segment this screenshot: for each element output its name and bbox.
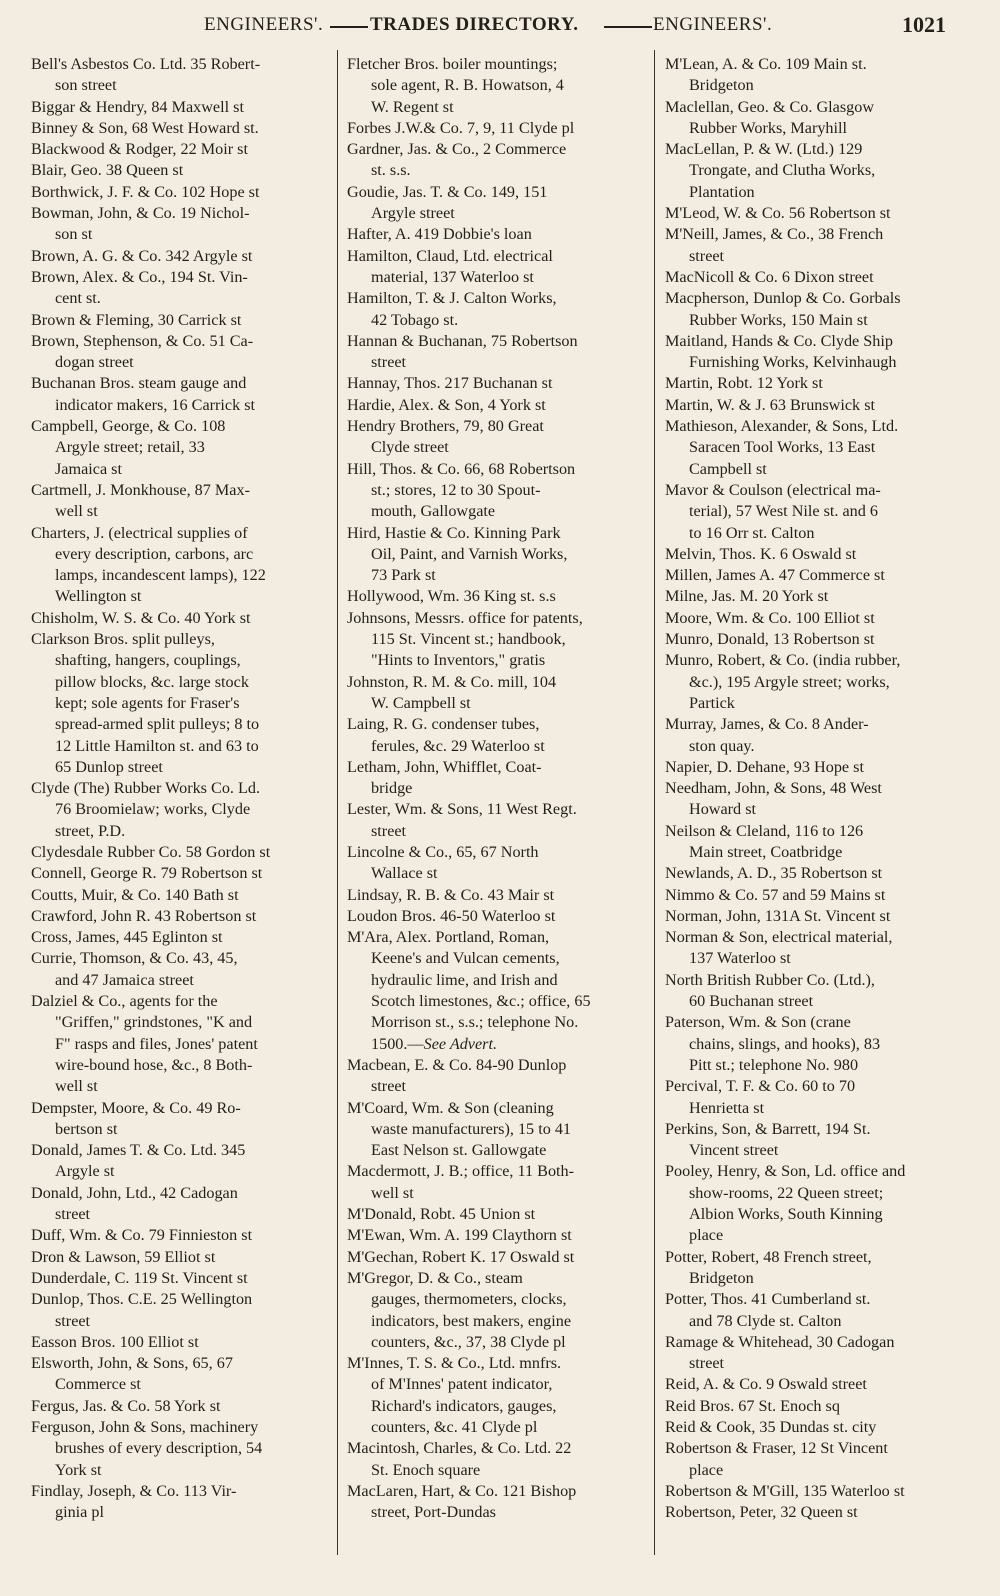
directory-entry: Donald, James T. & Co. Ltd. 345 Argyle st [31, 1141, 246, 1181]
directory-entry: Hendry Brothers, 79, 80 Great Clyde street [347, 417, 544, 457]
directory-entry: Dalziel & Co., agents for the "Griffen," grindstones, "K and F" rasps and files, Jones' patent wire-bound hose, &c., 8 Both- well st [31, 992, 258, 1096]
header-right: ENGINEERS'. [653, 14, 773, 35]
directory-entry: Lincolne & Co., 65, 67 North Wallace st [347, 842, 539, 883]
directory-entry: Donald, John, Ltd., 42 Cadogan street [31, 1183, 238, 1224]
directory-entry: Crawford, John R. 43 Robertson st [31, 906, 257, 925]
directory-entry: M'Coard, Wm. & Son (cleaning waste manufacturers), 15 to 41 East Nelson st. Gallowgate [347, 1098, 572, 1160]
directory-entry: Gardner, Jas. & Co., 2 Commerce st. s.s. [347, 140, 567, 180]
directory-entry: Hannan & Buchanan, 75 Robertson street [347, 331, 578, 372]
directory-entry: Bowman, John, & Co. 19 Nichol- son st [31, 204, 250, 244]
directory-entry: Dron & Lawson, 59 Elliot st [31, 1247, 216, 1266]
directory-entry: Moore, Wm. & Co. 100 Elliot st [665, 608, 875, 627]
directory-entry: Martin, Robt. 12 York st [665, 374, 823, 393]
directory-entry: Norman, John, 131A St. Vincent st [665, 906, 891, 925]
directory-entry: Milne, Jas. M. 20 York st [665, 587, 829, 606]
directory-entry: M'Gregor, D. & Co., steam gauges, thermometers, clocks, indicators, best makers, engine counters, &c., 37, 38 Clyde pl [347, 1268, 572, 1351]
directory-entry: Goudie, Jas. T. & Co. 149, 151 Argyle street [347, 182, 548, 223]
directory-entry: Elsworth, John, & Sons, 65, 67 Commerce st [31, 1354, 233, 1394]
directory-entry: Lester, Wm. & Sons, 11 West Regt. street [347, 800, 577, 840]
directory-entry: Martin, W. & J. 63 Brunswick st [665, 395, 875, 414]
directory-entry: Letham, John, Whifflet, Coat- bridge [347, 757, 542, 798]
directory-entry: Lindsay, R. B. & Co. 43 Mair st [347, 885, 555, 904]
directory-entry: Currie, Thomson, & Co. 43, 45, and 47 Jamaica street [31, 949, 238, 989]
directory-entry: M'Lean, A. & Co. 109 Main st. Bridgeton [665, 55, 867, 95]
directory-entry: Percival, T. F. & Co. 60 to 70 Henrietta st [665, 1077, 856, 1117]
directory-entry: M'Ara, Alex. Portland, Roman, Keene's and Vulcan cements, hydraulic lime, and Irish and Scotch limestones, &c.; office, 65 Morrison st., s.s.; telephone No. 1500.—See Advert. [347, 928, 591, 1053]
column-divider [654, 50, 655, 1555]
directory-entry: Charters, J. (electrical supplies of every description, carbons, arc lamps, incandescent lamps), 122 Wellington st [31, 523, 266, 606]
directory-entry: Reid & Cook, 35 Dundas st. city [665, 1418, 877, 1436]
column-divider [337, 50, 338, 1555]
directory-entry: Mavor & Coulson (electrical ma- terial), 57 West Nile st. and 6 to 16 Orr st. Calton [665, 480, 881, 542]
directory-entry: Robertson & Fraser, 12 St Vincent place [665, 1439, 888, 1479]
directory-entry: Newlands, A. D., 35 Robertson st [665, 864, 883, 883]
directory-entry: Hamilton, T. & J. Calton Works, 42 Tobago st. [347, 289, 557, 329]
directory-entry: Munro, Donald, 13 Robertson st [665, 630, 875, 649]
directory-entry: Hird, Hastie & Co. Kinning Park Oil, Paint, and Varnish Works, 73 Park st [347, 523, 568, 585]
directory-entry: Ferguson, John & Sons, machinery brushes of every description, 54 York st [31, 1418, 263, 1479]
directory-entry: M'Gechan, Robert K. 17 Oswald st [347, 1247, 575, 1266]
directory-entry: Blackwood & Rodger, 22 Moir st [31, 140, 248, 159]
directory-entry: Clarkson Bros. split pulleys, shafting, hangers, couplings, pillow blocks, &c. large stock kept; sole agents for Fraser's spread-armed split pulleys; 8 to 12 Little Hamilton st. and 63 to 65 Dunlop street [31, 630, 260, 776]
directory-entry: Dunderdale, C. 119 St. Vincent st [31, 1268, 248, 1287]
directory-entry: Easson Bros. 100 Elliot st [31, 1332, 199, 1351]
directory-entry: Dunlop, Thos. C.E. 25 Wellington street [31, 1290, 253, 1330]
directory-entry: Macintosh, Charles, & Co. Ltd. 22 St. Enoch square [347, 1439, 572, 1479]
directory-entry: Fletcher Bros. boiler mountings; sole agent, R. B. Howatson, 4 W. Regent st [347, 55, 564, 116]
directory-entry: Hafter, A. 419 Dobbie's loan [347, 225, 532, 244]
directory-entry: M'Donald, Robt. 45 Union st [347, 1205, 536, 1224]
directory-entry: Perkins, Son, & Barrett, 194 St. Vincent street [665, 1119, 871, 1160]
directory-entry: Robertson & M'Gill, 135 Waterloo st [665, 1481, 905, 1500]
header-left: ENGINEERS'. [204, 14, 324, 35]
directory-entry: M'Innes, T. S. & Co., Ltd. mnfrs. of M'Innes' patent indicator, Richard's indicators, gauges, counters, &c. 41 Clyde pl [347, 1354, 562, 1436]
directory-entry: Brown, A. G. & Co. 342 Argyle st [31, 246, 253, 265]
directory-entry: Cartmell, J. Monkhouse, 87 Max- well st [31, 480, 250, 521]
directory-entry: Macbean, E. & Co. 84-90 Dunlop street [347, 1055, 567, 1096]
directory-entry: Norman & Son, electrical material, 137 Waterloo st [665, 928, 893, 968]
directory-entry: MacLaren, Hart, & Co. 121 Bishop street, Port-Dundas [347, 1481, 577, 1522]
directory-entry: Hamilton, Claud, Ltd. electrical material, 137 Waterloo st [347, 246, 553, 286]
directory-entry: Duff, Wm. & Co. 79 Finnieston st [31, 1226, 253, 1245]
directory-entry: Johnsons, Messrs. office for patents, 115 St. Vincent st.; handbook, "Hints to Inventors," gratis [347, 608, 583, 670]
directory-entry: Findlay, Joseph, & Co. 113 Vir- ginia pl [31, 1481, 237, 1522]
directory-entry: M'Leod, W. & Co. 56 Robertson st [665, 204, 891, 223]
directory-entry: Chisholm, W. S. & Co. 40 York st [31, 608, 251, 627]
header-dash-left [330, 26, 368, 28]
directory-entry: Coutts, Muir, & Co. 140 Bath st [31, 885, 239, 904]
directory-entry: Brown, Alex. & Co., 194 St. Vin- cent st. [31, 267, 248, 308]
directory-entry: Dempster, Moore, & Co. 49 Ro- bertson st [31, 1098, 241, 1138]
directory-entry: Ramage & Whitehead, 30 Cadogan street [665, 1332, 895, 1373]
directory-entry: Clyde (The) Rubber Works Co. Ld. 76 Broomielaw; works, Clyde street, P.D. [31, 779, 261, 840]
directory-entry: Neilson & Cleland, 116 to 126 Main street, Coatbridge [665, 821, 864, 861]
directory-entry: Buchanan Bros. steam gauge and indicator makers, 16 Carrick st [31, 374, 256, 414]
directory-entry: Borthwick, J. F. & Co. 102 Hope st [31, 182, 260, 201]
directory-entry: Munro, Robert, & Co. (india rubber, &c.), 195 Argyle street; works, Partick [665, 651, 901, 712]
directory-entry: Hollywood, Wm. 36 King st. s.s [347, 587, 556, 606]
page-number: 1021 [902, 12, 946, 37]
directory-entry: Loudon Bros. 46-50 Waterloo st [347, 906, 556, 925]
directory-entry: Laing, R. G. condenser tubes, ferules, &c. 29 Waterloo st [347, 715, 545, 755]
directory-entry: Maitland, Hands & Co. Clyde Ship Furnishing Works, Kelvinhaugh [665, 331, 897, 372]
directory-entry: Hannay, Thos. 217 Buchanan st [347, 374, 553, 393]
header-title: TRADES DIRECTORY. [370, 14, 579, 35]
directory-column-1 [31, 54, 329, 1523]
directory-entry: Millen, James A. 47 Commerce st [665, 566, 885, 585]
directory-entry: Needham, John, & Sons, 48 West Howard st [665, 779, 882, 819]
directory-entry: M'Neill, James, & Co., 38 French street [665, 225, 884, 265]
directory-entry: Brown, Stephenson, & Co. 51 Ca- dogan street [31, 331, 254, 372]
directory-entry: Forbes J.W.& Co. 7, 9, 11 Clyde pl [347, 118, 575, 137]
directory-entry: Reid Bros. 67 St. Enoch sq [665, 1396, 840, 1415]
directory-entry: Hill, Thos. & Co. 66, 68 Robertson st.; stores, 12 to 30 Spout- mouth, Gallowgate [347, 459, 576, 521]
directory-entry: Hardie, Alex. & Son, 4 York st [347, 395, 546, 414]
directory-entry: Napier, D. Dehane, 93 Hope st [665, 757, 864, 776]
directory-entry: Nimmo & Co. 57 and 59 Mains st [665, 885, 886, 904]
directory-entry: MacNicoll & Co. 6 Dixon street [665, 267, 874, 286]
directory-entry: Melvin, Thos. K. 6 Oswald st [665, 544, 857, 563]
page-header [0, 14, 1000, 44]
directory-entry: Paterson, Wm. & Son (crane chains, slings, and hooks), 83 Pitt st.; telephone No. 980 [665, 1013, 881, 1074]
directory-entry: Pooley, Henry, & Son, Ld. office and show-rooms, 22 Queen street; Albion Works, South Kinning place [665, 1162, 906, 1245]
directory-entry: Cross, James, 445 Eglinton st [31, 928, 223, 947]
directory-entry: Biggar & Hendry, 84 Maxwell st [31, 97, 244, 116]
directory-column-3 [665, 54, 960, 1523]
directory-entry: Brown & Fleming, 30 Carrick st [31, 310, 242, 329]
directory-entry: Fergus, Jas. & Co. 58 York st [31, 1396, 221, 1415]
directory-entry: MacLellan, P. & W. (Ltd.) 129 Trongate, and Clutha Works, Plantation [665, 140, 876, 201]
header-dash-right [604, 26, 652, 28]
directory-entry: Macdermott, J. B.; office, 11 Both- well st [347, 1162, 575, 1202]
directory-entry: Johnston, R. M. & Co. mill, 104 W. Campbell st [347, 672, 557, 712]
directory-entry: Campbell, George, & Co. 108 Argyle street; retail, 33 Jamaica st [31, 417, 226, 478]
advert-reference: See Advert. [423, 1034, 498, 1053]
directory-entry: Maclellan, Geo. & Co. Glasgow Rubber Works, Maryhill [665, 97, 875, 137]
directory-entry: Bell's Asbestos Co. Ltd. 35 Robert- son street [31, 55, 261, 95]
directory-column-2 [347, 54, 645, 1523]
directory-entry: Murray, James, & Co. 8 Ander- ston quay. [665, 715, 869, 755]
directory-entry: Connell, George R. 79 Robertson st [31, 864, 263, 883]
directory-entry: Clydesdale Rubber Co. 58 Gordon st [31, 842, 271, 861]
directory-entry: Reid, A. & Co. 9 Oswald street [665, 1375, 867, 1394]
directory-entry: North British Rubber Co. (Ltd.), 60 Buchanan street [665, 970, 875, 1011]
directory-entry: Potter, Thos. 41 Cumberland st. and 78 Clyde st. Calton [665, 1290, 871, 1330]
directory-entry: Macpherson, Dunlop & Co. Gorbals Rubber Works, 150 Main st [665, 289, 901, 329]
directory-entry: M'Ewan, Wm. A. 199 Claythorn st [347, 1226, 572, 1245]
directory-entry: Blair, Geo. 38 Queen st [31, 161, 184, 180]
directory-entry: Robertson, Peter, 32 Queen st [665, 1503, 858, 1522]
directory-entry: Binney & Son, 68 West Howard st. [31, 118, 259, 137]
directory-entry: Potter, Robert, 48 French street, Bridgeton [665, 1247, 872, 1287]
directory-entry: Mathieson, Alexander, & Sons, Ltd. Saracen Tool Works, 13 East Campbell st [665, 417, 899, 478]
